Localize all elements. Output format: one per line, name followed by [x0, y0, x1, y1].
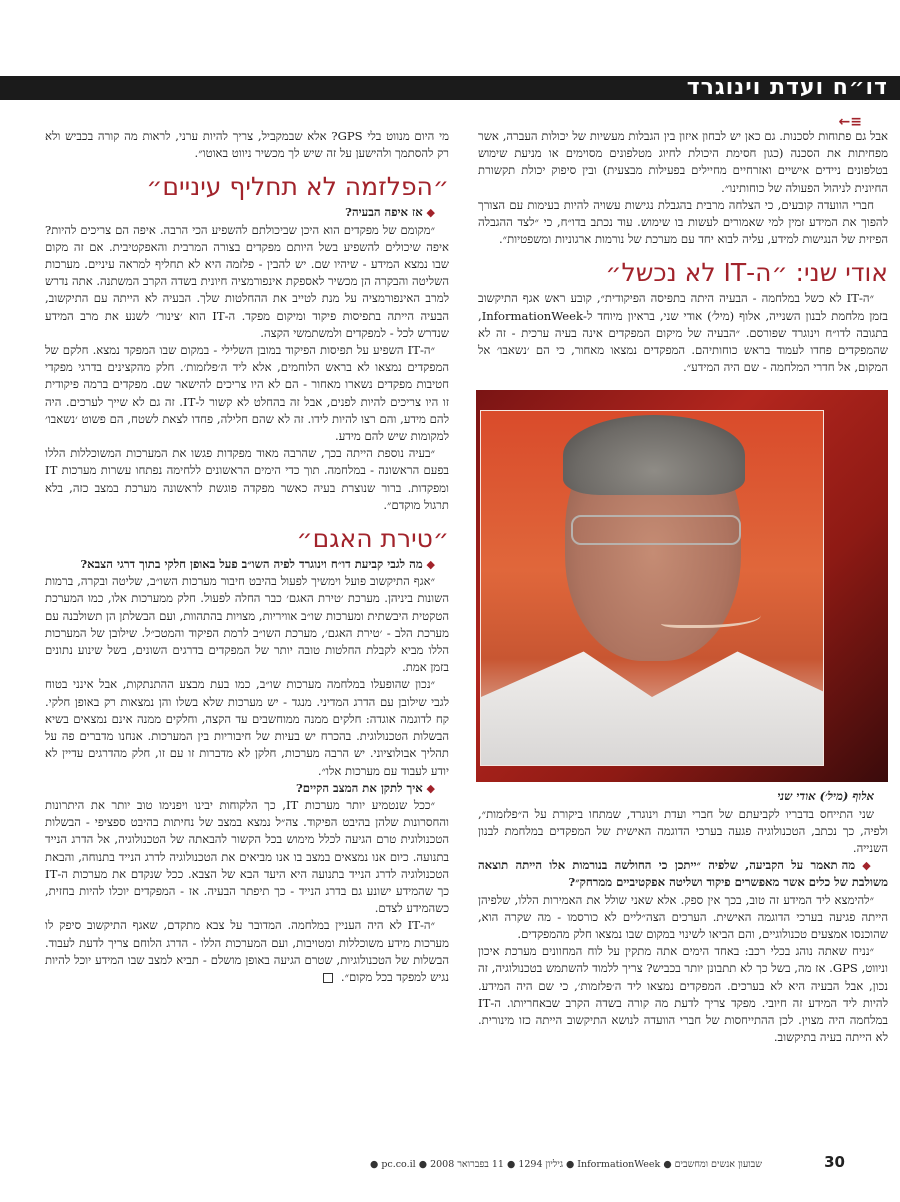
question-text: אז איפה הבעיה?	[345, 205, 423, 220]
hair-shape	[563, 415, 745, 495]
diamond-bullet-icon: ◆	[422, 781, 435, 795]
interview-question	[478, 857, 888, 891]
paragraph-text: ״ה-IT לא היה העניין במלחמה. המדובר על צבא מתקדם, שאגף התיקשוב סיפק לו מערכות מידע משוכללות ומטויבות, ועם המערכות הללו - הדרג הלוחם צריך לדעת לעבוד. הבשלות של הטכנולוגיות, שטרם הגיעה באופן מושלם - תביא למצב שבו המידע יוכל להיות נגיש למפקד בכל מקום״.	[45, 918, 449, 984]
diamond-bullet-icon: ◆	[422, 206, 435, 220]
paragraph: ״ה-IT לא כשל במלחמה - הבעיה היתה בתפיסה הפיקודית״, קובע ראש אגף התיקשוב בזמן מלחמת לבנון השנייה, אלוף (מיל׳) אודי שני, בראיון מיוחד ל-InformationWeek, בתגובה לדו״ח וינוגרד שפורסם. ״הבעיה של מיקום המפקדים אינה בעיה ערכית - זה לא שהמפקדים פחדו לעמוד בראש כוחותיהם. המפקדים נמצאו מאחור, כי הם ׳נשאבו׳ אל המקום, אל חדרי המלחמה - שם היה המידע״.	[478, 291, 888, 375]
interview-question	[45, 556, 449, 573]
interview-question	[45, 780, 449, 797]
paragraph: ״נכון שהופעלו במלחמה מערכות שו״ב, כמו בעת מבצע ההתנתקות, אבל אינני בטוח לגבי שילובן עם הדרג המדיני. מנגד - יש מערכות שלא בשלו והן נמצאות רק באופן חלקי. קח לדוגמה אוגדה: חלקים ממנה ממוחשבים עד הקצה, וחלקים ממנה אינם נמצאים בשיא הבשלות הטכנולוגית. בהכרח יש בעיות של חיבוריות בין המערכות. אנחנו מדברים פה על תהליך אבולוציוני. יש הרבה מערכות, חלקן לא מדברות זו עם זו, חלק מהדרגים עדיין לא יודע לעבוד עם מערכות אלו״.	[45, 677, 449, 778]
paragraph: ״בעיה נוספת הייתה בכך, שהרבה מאוד מפקדות פגשו את המערכות המשוכללות הללו בפעם הראשונה - במלחמה. תוך כדי הימים הראשונים ללחימה נפתחו עשרות מערכות IT ומפקדות. ברור שנוצרת בעיה כאשר מפקדה פוגשת לראשונה מערכת במצב כזה, בלא תרגול מוקדם״.	[45, 446, 449, 512]
interview-question	[45, 204, 449, 221]
subheading: ״הפלזמה לא תחליף עיניים״	[146, 172, 449, 202]
question-text: מה תאמר על הקביעה, שלפיה ״ייתכן כי החולשה בנורמות אלו הייתה תוצאה משולבת של כלים אשר מאפשרים פיקוד ושליטה אפקטיביים ממרחק״?	[478, 858, 888, 890]
diamond-bullet-icon: ◆	[422, 558, 435, 572]
diamond-bullet-icon: ◆	[855, 859, 874, 873]
arrow-icon: ←≡	[838, 114, 862, 130]
paragraph: ״ככל שנטמיע יותר מערכות IT, כך הלקוחות יבינו ויפנימו טוב יותר את היתרונות והחסרונות שלהן בהיבט הפיקוד. צה״ל נמצא במצב של נחיתות בהיבט ספציפי - הבשלות הטכנולוגית טרם הגיעה לכלל מימוש בכל הקשור להבאתה של הטכנולוגיה, אל הדרג הנייד בתנועה. כיום אנו נמצאים במצב בו אנו מביאים את הטכנולוגיה לדרג הנייד בתנוחה, והבאת הטכנולוגיה לדרג הנייד בתנועה היא היעד הבא של הצבא. ככל שנקדם את מערכות ה-IT כך שהמידע ישונע גם בדרג הנייד - כך תיפתר הבעיה. אז - המפקדים יוכלו להיות בחזית, כשהמידע לצדם.	[45, 797, 450, 916]
portrait-photo	[476, 390, 888, 782]
subheading: ״טירת האגם״	[296, 524, 449, 554]
subheading: אודי שני: ״ה-IT לא נכשל״	[605, 258, 888, 288]
section-title: דו״ח ועדת וינוגרד	[683, 76, 892, 100]
question-text: איך לתקן את המצב הקיים?	[296, 780, 423, 795]
footer-text: שבועון אנשים ומחשבים ● InformationWeek ● גיליון 1294 ● 11 בפברואר 2008 ● pc.co.il ●	[370, 1159, 762, 1170]
paragraph: ״ה-IT השפיע על תפיסות הפיקוד במובן השלילי - במקום שבו המפקד נמצא. חלקם של המפקדים נמצאו לא בראש הלוחמים, אלא ליד ה׳פלזמות׳. חלק מהקצינים בדרגי מפקדי חטיבות מפקדים נשארו מאחור - הם לא היו צריכים להישאר שם. מפקדים ברמה פיקודית זו היו צריכים להיות לפנים, אבל זה בהחלט לא קשור ל-IT. זה גם לא שייך לערכים. היה להם מידע, והם רצו להיות לידו. זה לא שהם חלילה, פחדו לצאת לשטח, הם פשוט ׳נשאבו׳ למקומות שיש להם מידע.	[45, 343, 449, 444]
paragraph: חברי הוועדה קובעים, כי הצלחה מרבית בהגבלת נגישות עשויה להיות בעימות עם הצורך להפוך את המידע זמין למי שאמורים לעשות בו שימוש. עוד נכתב בדו״ח, כי ״לצד ההגבלה הפיזית של הנגישות למידע, עליה לבוא יחד עם מערכת של נורמות ארגוניות ומשפטיות״.	[478, 197, 888, 247]
left-column	[45, 128, 449, 986]
paragraph: ״אגף התיקשוב פועל וימשיך לפעול בהיבט חיבור מערכות השו״ב, שליטה ובקרה, ברמות השונות ביניהן. מערכת ׳טירת האגם׳ כבר החלה לפעול. חלק ממערכות אלו, כמו המערכת הטקטית היבשתית ומערכות שו״ב אוויריות, מצויות בהתהוות, ועם הבשלתן הן תשולבנה עם מערכת הלב - ׳טירת האגם׳, מערכת השו״ב לרמת הפיקוד והמטכ״ל. שילובן של המערכות הללו מביא לקבלת החלטות טובה יותר של המפקדים בדרגים השונים, בשל שינוע נתונים בזמן אמת.	[45, 574, 449, 675]
paragraph	[45, 917, 449, 986]
shirt-shape	[481, 651, 823, 765]
paragraph: אבל גם פתוחות לסכנות. גם כאן יש לבחון איזון בין הגבלות מעשיות של יכולות העברה, אשר מפחיתות את הסכנה (כגון חסימת היכולת לחיוג מטלפונים מסוימים או מניעת שימוש בטלפונים ניידים אישיים ואזרחיים מחיילים בפעילות מבצעית) ובין סיפוק יכולת תקשורת החיונית לניהול הפעולה של כוחותינו״.	[478, 129, 888, 195]
glasses-shape	[571, 515, 741, 545]
page-number: 30	[824, 1153, 845, 1171]
end-of-article-icon	[323, 973, 333, 983]
photo-caption: אלוף (מיל׳) אודי שני	[777, 789, 874, 804]
right-column	[478, 128, 888, 1046]
photo-frame	[480, 410, 824, 766]
headset-mic-shape	[661, 607, 761, 628]
paragraph: ״נניח שאתה נוהג בכלי רכב: באחד הימים אתה מתקין על לוח המחוונים מערכת איכון וניווט, GPS. אז מה, בשל כך לא תתבונן יותר בכביש? צריך ללמוד להשתמש בטכנולוגיה, זה נכון, אבל הבעיה היא לא בערכים. המפקדים נמצאו ליד ה׳פלזמות׳, כי שם היה המידע. להיות ליד המידע זה חיובי. מפקד צריך לדעת מה קורה בשדה הקרב שבאחריותו. ה-IT במלחמה היה מצוין. לכן ההתייחסות של חברי הוועדה לנושא התיקשוב הייתה כזו מינורית. לא הייתה בעיה בתיקשוב.	[478, 944, 888, 1045]
paragraph: ״להימצא ליד המידע זה טוב, בכך אין ספק. אלא שאני שולל את האמירות הללו, שלפיהן הייתה פגיעה בערכי הדוגמה האישית. הערכים הצה״ליים לא כורסמו - מה שקרה הוא, שהוכנסו אמצעים טכנולוגיים, והם הביאו לשינוי במקום שבו נמצאו חלק מהמפקדים.	[478, 892, 888, 942]
paragraph: שני התייחס בדבריו לקביעתם של חברי ועדת וינוגרד, שמתחו ביקורת על ה״פלזמות״, ולפיה, כך נכתב, הטכנולוגיה פגעה בערכי הדוגמה האישית של המפקדים במלחמת לבנון השנייה.	[478, 806, 888, 856]
question-text: מה לגבי קביעת דו״ח וינוגרד לפיה השו״ב פעל באופן חלקי בתוך דרגי הצבא?	[80, 557, 423, 572]
paragraph: ״מקומם של מפקדים הוא היכן שביכולתם להשפיע הכי הרבה. איפה הם צריכים להיות? איפה שיכולים להשפיע בשל היותם מפקדים בצורה המרבית והאפקטיבית. אם זה מקום שבו נמצא המידע - שיהיו שם. יש להבין - פלזמה היא לא תחליף למראה עיניים. מערכות השליטה והבקרה הן מכשיר לאספקת אינפורמציה חיונית בשדה הקרב המשתנה. אתה נדרש למרב האינפורמציה על מנת לטייב את ההחלטות שלך. הבעיה לא הייתה עם התיקשוב, הבעיה הייתה בתפיסות פיקוד ומיקום מפקד. ה-IT הוא ׳צינור׳ לשנע את מרב המידע שנדרש לכל - למפקדים ולמשתמשי הקצה.	[45, 222, 449, 340]
paragraph: מי היום מנווט בלי GPS? אלא שבמקביל, צריך להיות ערני, לראות מה קורה בכביש ולא רק להסתמך ולהישען על זה שיש לך מכשיר ניווט באוטו״.	[45, 129, 449, 161]
